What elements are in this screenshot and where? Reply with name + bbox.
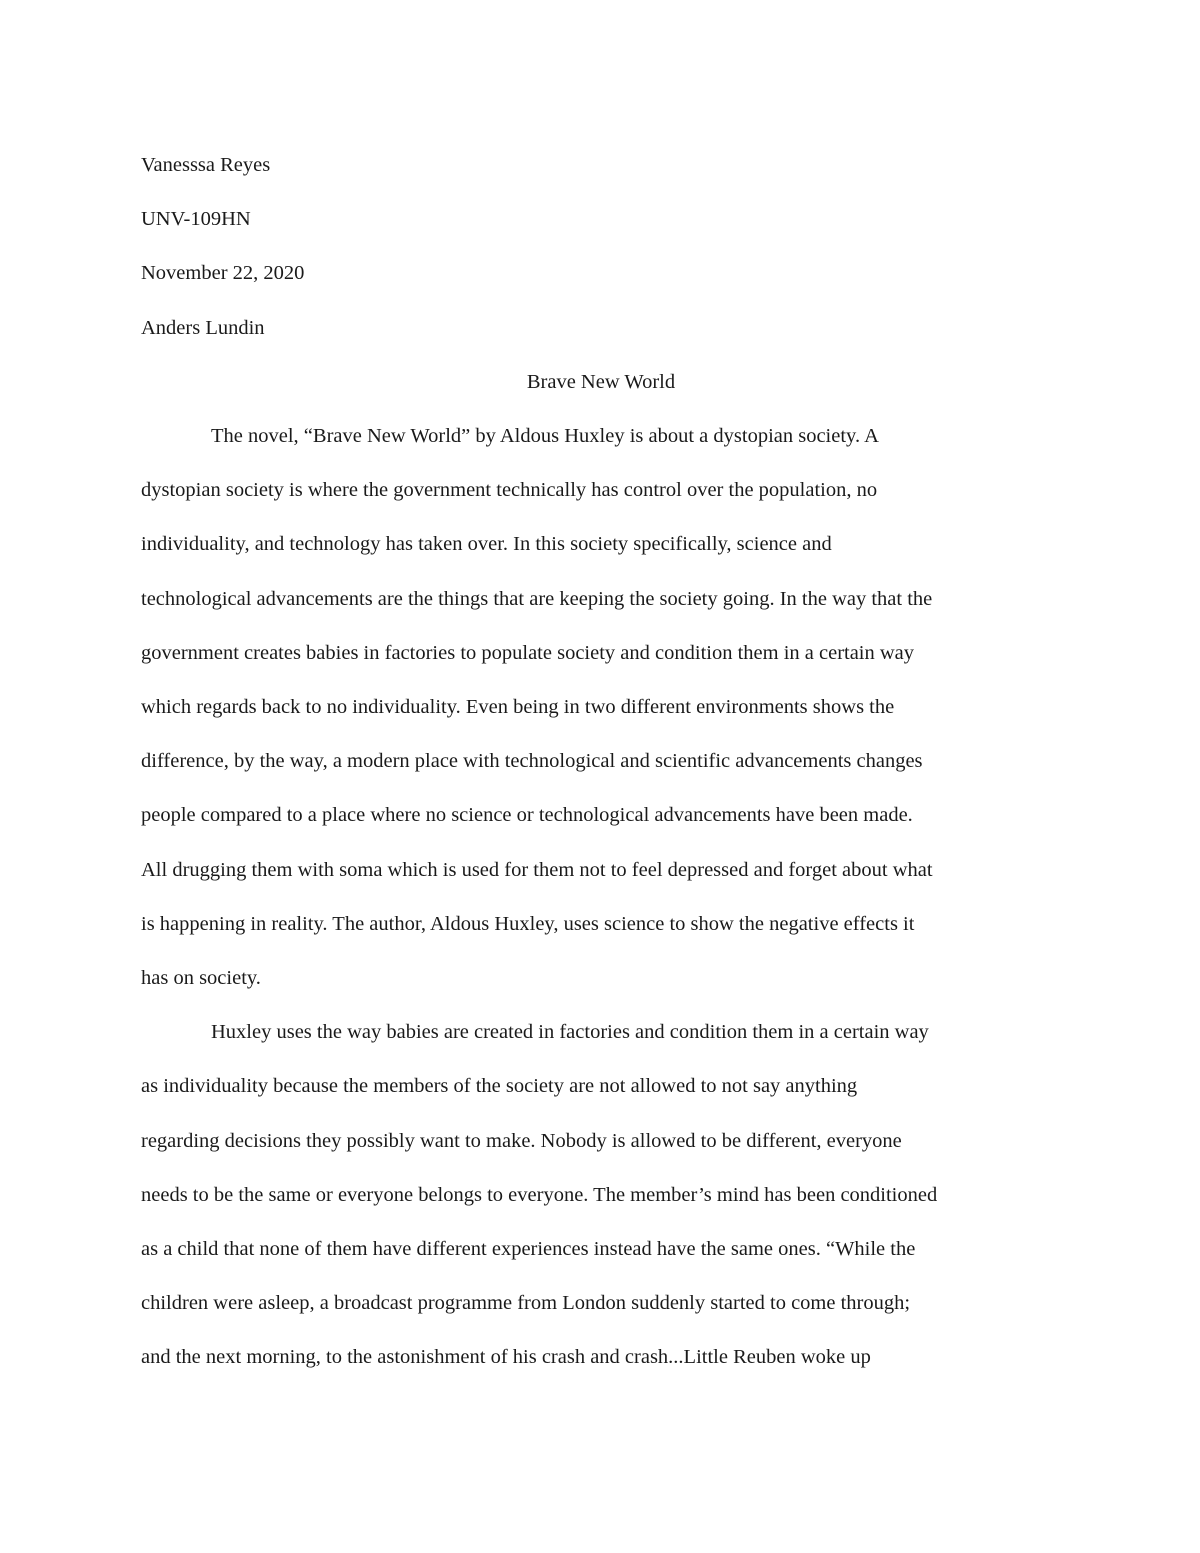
paragraph-line: Huxley uses the way babies are created in factories and condition them in a certain way	[211, 1021, 929, 1044]
paragraph-line: All drugging them with soma which is used for them not to feel depressed and forget about what	[141, 858, 933, 881]
paragraph-line: children were asleep, a broadcast programme from London suddenly started to come through;	[141, 1292, 911, 1315]
paragraph-line: needs to be the same or everyone belongs to everyone. The member’s mind has been conditioned	[141, 1183, 938, 1206]
paragraph-line: has on society.	[141, 967, 261, 990]
paragraph-line: government creates babies in factories to populate society and condition them in a certain way	[141, 641, 915, 664]
paragraph-line: difference, by the way, a modern place with technological and scientific advancements changes	[141, 750, 923, 773]
course-code: UNV-109HN	[141, 208, 251, 231]
instructor-name: Anders Lundin	[141, 316, 265, 339]
date: November 22, 2020	[141, 262, 305, 285]
paragraph-line: The novel, “Brave New World” by Aldous Huxley is about a dystopian society. A	[211, 425, 879, 448]
essay-body	[141, 138, 1061, 1385]
paragraph-line: regarding decisions they possibly want to make. Nobody is allowed to be different, everyone	[141, 1129, 902, 1152]
paragraph-2	[141, 1005, 1061, 1384]
paragraph-line: which regards back to no individuality. Even being in two different environments shows the	[141, 696, 895, 719]
paragraph-1	[141, 409, 1061, 1005]
paragraph-line: and the next morning, to the astonishment of his crash and crash...Little Reuben woke up	[141, 1346, 871, 1369]
paragraph-line: as a child that none of them have different experiences instead have the same ones. “While the	[141, 1238, 916, 1261]
paragraph-line: as individuality because the members of the society are not allowed to not say anything	[141, 1075, 858, 1098]
paragraph-line: individuality, and technology has taken over. In this society specifically, science and	[141, 533, 832, 556]
paragraph-line: dystopian society is where the government technically has control over the population, no	[141, 479, 878, 502]
paragraph-line: is happening in reality. The author, Aldous Huxley, uses science to show the negative effects it	[141, 912, 915, 935]
student-name: Vanesssa Reyes	[141, 154, 271, 176]
essay-title: Brave New World	[526, 370, 676, 393]
paragraph-line: technological advancements are the things that are keeping the society going. In the way that the	[141, 587, 933, 610]
paragraph-line: people compared to a place where no science or technological advancements have been made.	[141, 804, 913, 827]
